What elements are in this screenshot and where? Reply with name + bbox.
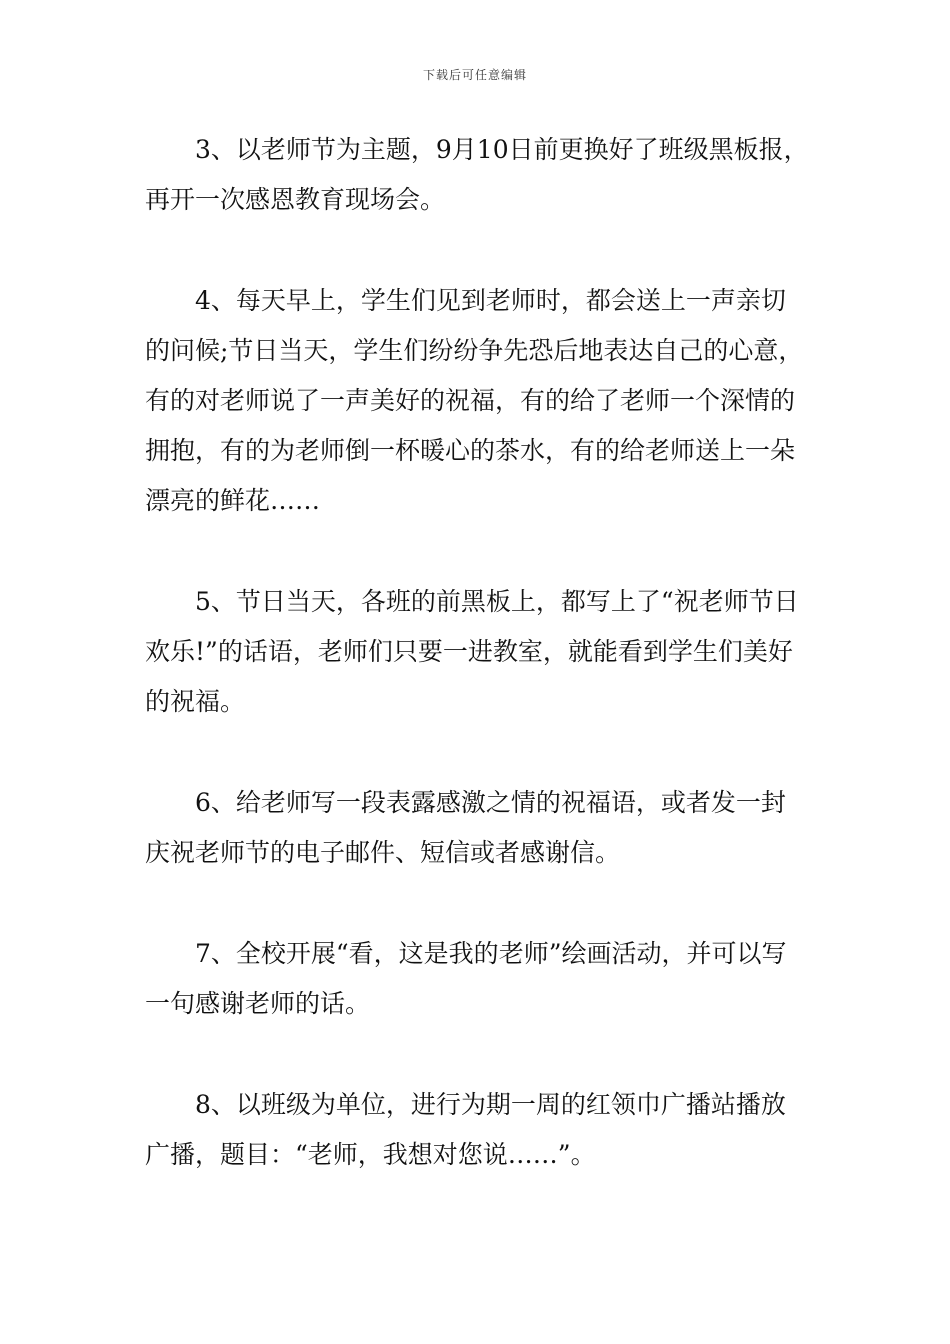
paragraph-item-7: 7、全校开展“看，这是我的老师”绘画活动，并可以写一句感谢老师的话。	[145, 939, 787, 1018]
paragraph-item-3: 3、以老师节为主题，9月10日前更换好了班级黑板报，再开一次感恩教育现场会。	[145, 135, 809, 214]
paragraph-item-4: 4、每天早上，学生们见到老师时，都会送上一声亲切的问候;节日当天，学生们纷纷争先恐后地表达自己的心意，有的对老师说了一声美好的祝福，有的给了老师一个深情的拥抱，有的为老师倒一杯暖心的茶水，有的给老师送上一朵漂亮的鲜花……	[145, 286, 804, 515]
paragraph-item-8: 8、以班级为单位，进行为期一周的红领巾广播站播放广播，题目：“老师，我想对您说……”。	[145, 1090, 786, 1169]
paragraph-item-5: 5、节日当天，各班的前黑板上，都写上了“祝老师节日欢乐!”的话语，老师们只要一进教室，就能看到学生们美好的祝福。	[145, 587, 799, 716]
document-body	[145, 125, 810, 1231]
page-header-note: 下载后可任意编辑	[422, 68, 527, 82]
paragraph-item-6: 6、给老师写一段表露感激之情的祝福语，或者发一封庆祝老师节的电子邮件、短信或者感谢信。	[145, 788, 786, 867]
